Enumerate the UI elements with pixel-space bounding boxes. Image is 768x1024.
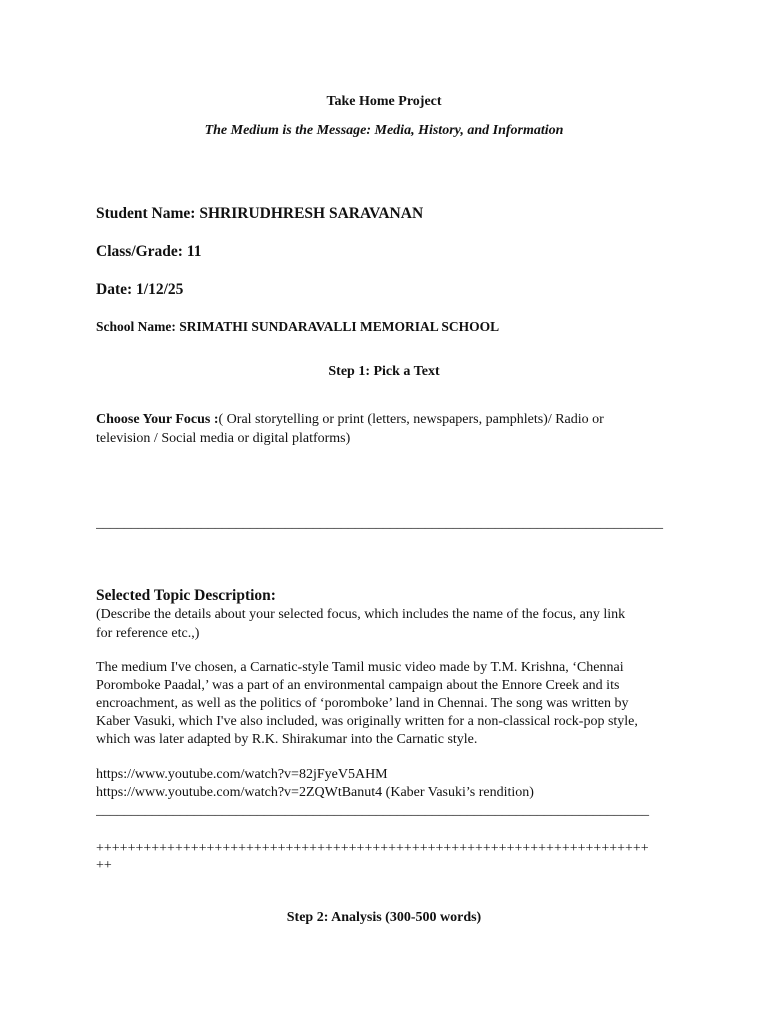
date-line xyxy=(96,281,183,299)
school-name-line xyxy=(96,318,499,336)
student-name-label: Student Name: xyxy=(96,205,196,222)
topic-body-line-5: which was later adapted by R.K. Shirakumar into the Carnatic style. xyxy=(96,732,478,747)
document-title: Take Home Project xyxy=(326,94,442,109)
youtube-link-1[interactable]: https://www.youtube.com/watch?v=82jFyeV5AHM xyxy=(96,767,388,782)
focus-options-1: ( Oral storytelling or print (letters, newspapers, pamphlets)/ Radio or xyxy=(218,412,604,427)
class-grade-label: Class/Grade: xyxy=(96,243,183,260)
youtube-link-2-note: (Kaber Vasuki’s rendition) xyxy=(382,785,534,800)
topic-instruction-2: for reference etc.,) xyxy=(96,626,200,641)
school-name-label: School Name: xyxy=(96,319,176,334)
topic-body-line-3: encroachment, as well as the politics of ‘poromboke’ land in Chennai. The song was written by xyxy=(96,696,629,711)
class-grade-line xyxy=(96,243,202,261)
school-name-value: SRIMATHI SUNDARAVALLI MEMORIAL SCHOOL xyxy=(179,319,500,334)
plus-divider-2: ++ xyxy=(96,858,112,873)
focus-line-2: television / Social media or digital platforms) xyxy=(96,431,351,446)
student-name-value: SHRIRUDHRESH SARAVANAN xyxy=(199,205,424,222)
student-name-line xyxy=(96,205,423,223)
date-value: 1/12/25 xyxy=(136,281,184,298)
step1-heading: Step 1: Pick a Text xyxy=(328,364,440,379)
focus-line-1 xyxy=(96,411,604,429)
plus-divider-1: ++++++++++++++++++++++++++++++++++++++++++++++++++++++++++++++++++++++ xyxy=(96,841,649,856)
topic-body-line-1: The medium I've chosen, a Carnatic-style Tamil music video made by T.M. Krishna, ‘Chennai xyxy=(96,660,624,675)
divider-rule-1: _________________________________________________________________________________ xyxy=(96,516,663,531)
class-grade-value: 11 xyxy=(186,243,202,260)
youtube-link-2-line xyxy=(96,784,534,802)
date-label: Date: xyxy=(96,281,133,298)
focus-label: Choose Your Focus : xyxy=(96,412,219,427)
youtube-link-2[interactable]: https://www.youtube.com/watch?v=2ZQWtBanut4 xyxy=(96,785,383,800)
document-subtitle: The Medium is the Message: Media, History, and Information xyxy=(204,123,564,138)
divider-rule-2: _______________________________________________________________________________ xyxy=(96,803,649,818)
topic-body-line-4: Kaber Vasuki, which I've also included, was originally written for a non-classical rock-pop style, xyxy=(96,714,638,729)
topic-heading: Selected Topic Description: xyxy=(96,587,276,604)
step2-heading: Step 2: Analysis (300-500 words) xyxy=(286,910,482,925)
topic-instruction-1: (Describe the details about your selected focus, which includes the name of the focus, any link xyxy=(96,607,626,622)
topic-body-line-2: Poromboke Paadal,’ was a part of an environmental campaign about the Ennore Creek and its xyxy=(96,678,620,693)
